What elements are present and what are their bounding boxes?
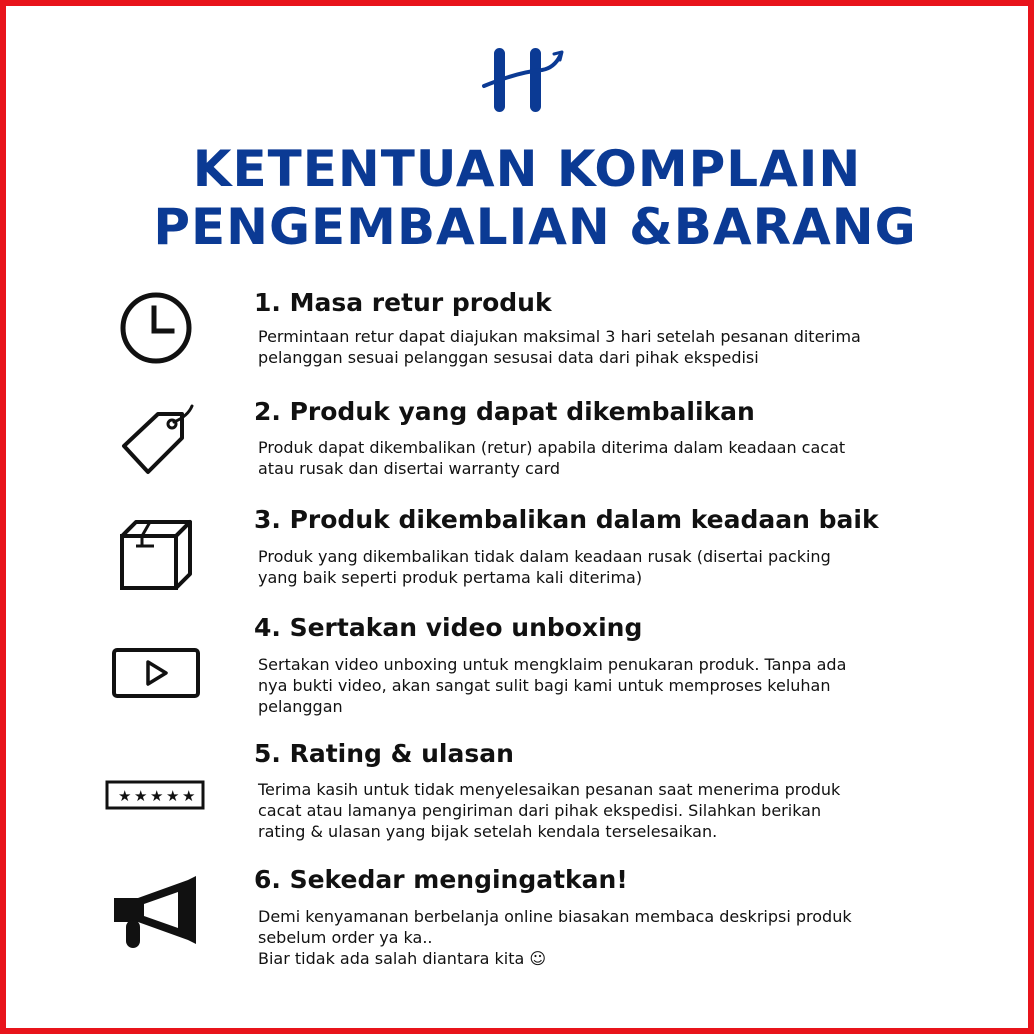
page-title-line-1: KETENTUAN KOMPLAIN bbox=[192, 140, 862, 198]
svg-text:★: ★ bbox=[182, 787, 196, 805]
item-6-line-1: Demi kenyamanan berbelanja online biasakan membaca deskripsi produk bbox=[258, 907, 852, 926]
item-2-line-2: atau rusak dan disertai warranty card bbox=[258, 459, 561, 478]
item-5-description bbox=[258, 779, 958, 842]
item-1-line-1: Permintaan retur dapat diajukan maksimal 3 hari setelah pesanan diterima bbox=[258, 327, 861, 346]
item-1-line-2: pelanggan sesuai pelanggan sesusai data dari pihak ekspedisi bbox=[258, 348, 759, 367]
item-1-description bbox=[258, 326, 958, 368]
clock-icon bbox=[114, 288, 198, 368]
svg-text:★: ★ bbox=[118, 787, 132, 805]
item-4-line-3: pelanggan bbox=[258, 697, 343, 716]
tag-icon bbox=[114, 402, 200, 486]
item-3-title: 3. Produk dikembalikan dalam keadaan baik bbox=[254, 505, 879, 534]
item-6-title: 6. Sekedar mengingatkan! bbox=[254, 865, 628, 894]
item-5-line-1: Terima kasih untuk tidak menyelesaikan pesanan saat menerima produk bbox=[258, 780, 841, 799]
item-1-title: 1. Masa retur produk bbox=[254, 288, 552, 317]
item-3-description bbox=[258, 546, 958, 588]
svg-text:★: ★ bbox=[166, 787, 180, 805]
item-5-line-2: cacat atau lamanya pengiriman dari pihak ekspedisi. Silahkan berikan bbox=[258, 801, 822, 820]
item-2-line-1: Produk dapat dikembalikan (retur) apabila diterima dalam keadaan cacat bbox=[258, 438, 846, 457]
item-3-line-1: Produk yang dikembalikan tidak dalam keadaan rusak (disertai packing bbox=[258, 547, 831, 566]
item-2-title: 2. Produk yang dapat dikembalikan bbox=[254, 397, 755, 426]
item-4-line-1: Sertakan video unboxing untuk mengklaim penukaran produk. Tanpa ada bbox=[258, 655, 847, 674]
item-4-title: 4. Sertakan video unboxing bbox=[254, 613, 643, 642]
page-title-line-2: PENGEMBALIAN &BARANG bbox=[153, 198, 917, 256]
box-icon bbox=[116, 514, 196, 594]
item-5-line-3: rating & ulasan yang bijak setelah kendala terselesaikan. bbox=[258, 822, 718, 841]
brand-logo-icon bbox=[480, 42, 566, 118]
item-6-description bbox=[258, 906, 958, 969]
item-4-description bbox=[258, 654, 958, 717]
svg-text:★: ★ bbox=[150, 787, 164, 805]
item-5-title: 5. Rating & ulasan bbox=[254, 739, 514, 768]
item-3-line-2: yang baik seperti produk pertama kali diterima) bbox=[258, 568, 643, 587]
svg-text:★: ★ bbox=[134, 787, 148, 805]
item-6-line-2: sebelum order ya ka.. bbox=[258, 928, 433, 947]
video-play-icon bbox=[110, 646, 202, 702]
item-6-line-3: Biar tidak ada salah diantara kita ☺ bbox=[258, 949, 547, 968]
megaphone-icon bbox=[108, 874, 204, 954]
item-2-description bbox=[258, 437, 958, 479]
item-4-line-2: nya bukti video, akan sangat sulit bagi kami untuk memproses keluhan bbox=[258, 676, 831, 695]
star-rating-icon bbox=[104, 778, 208, 814]
